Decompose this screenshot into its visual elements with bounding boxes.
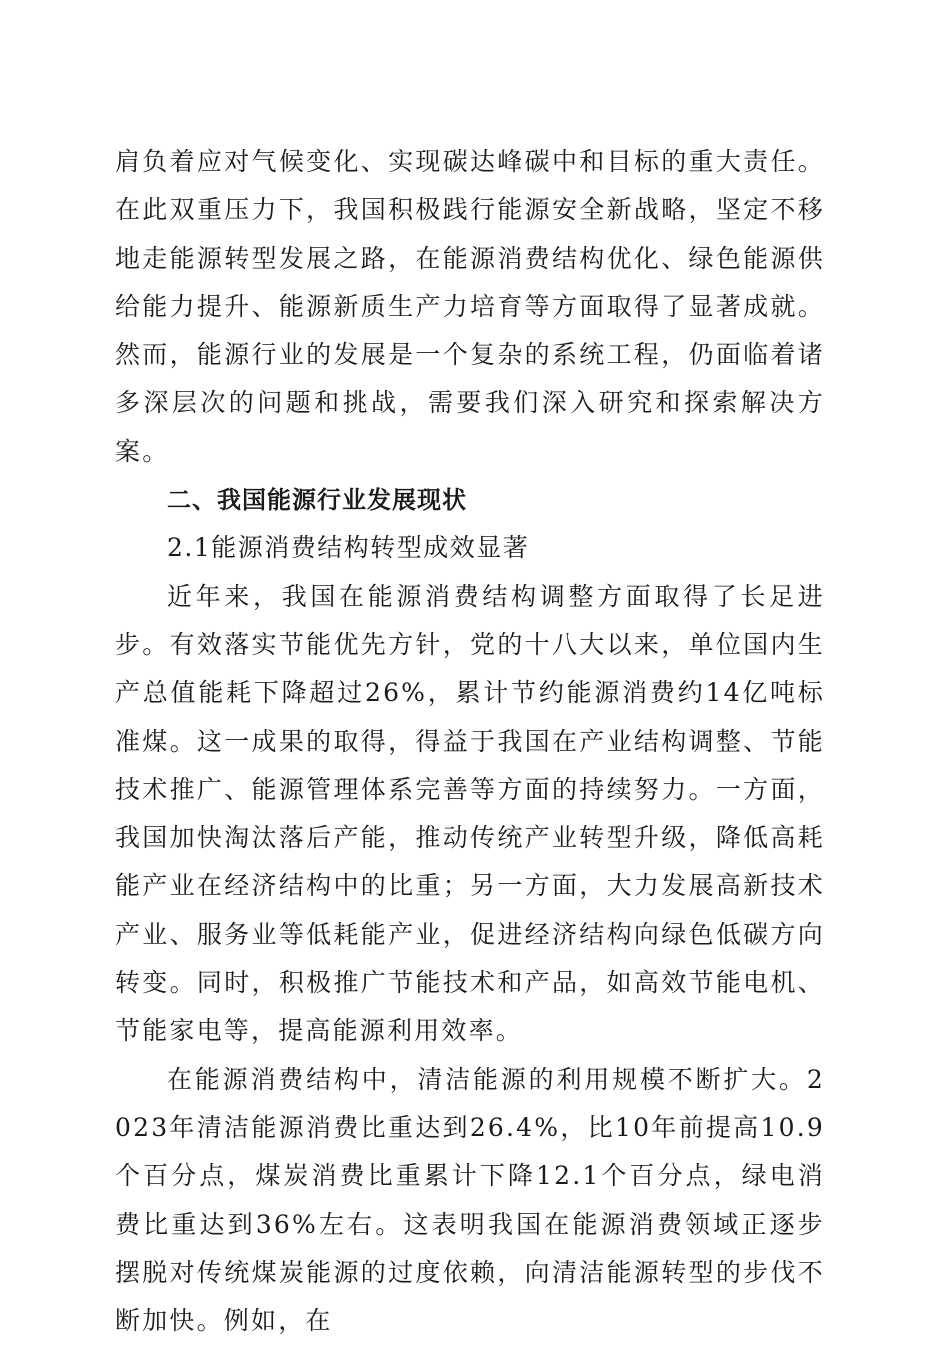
document-page xyxy=(115,138,825,1345)
section-heading: 二、我国能源行业发展现状 xyxy=(167,486,467,515)
intro-paragraph: 肩负着应对气候变化、实现碳达峰碳中和目标的重大责任。在此双重压力下，我国积极践行能源安全新战略，坚定不移地走能源转型发展之路，在能源消费结构优化、绿色能源供给能力提升、能源新质生产力培育等方面取得了显著成就。然而，能源行业的发展是一个复杂的系统工程，仍面临着诸多深层次的问题和挑战，需要我们深入研究和探索解决方案。 xyxy=(115,147,825,466)
subsection-heading: 2.1能源消费结构转型成效显著 xyxy=(167,533,530,563)
body-paragraph-1: 近年来，我国在能源消费结构调整方面取得了长足进步。有效落实节能优先方针，党的十八大以来，单位国内生产总值能耗下降超过26%，累计节约能源消费约14亿吨标准煤。这一成果的取得，得益于我国在产业结构调整、节能技术推广、能源管理体系完善等方面的持续努力。一方面，我国加快淘汰落后产能，推动传统产业转型升级，降低高耗能产业在经济结构中的比重；另一方面，大力发展高新技术产业、服务业等低耗能产业，促进经济结构向绿色低碳方向转变。同时，积极推广节能技术和产品，如高效节能电机、节能家电等，提高能源利用效率。 xyxy=(115,581,825,1046)
body-paragraph-2: 在能源消费结构中，清洁能源的利用规模不断扩大。2023年清洁能源消费比重达到26.4%，比10年前提高10.9个百分点，煤炭消费比重累计下降12.1个百分点，绿电消费比重达到36%左右。这表明我国在能源消费领域正逐步摆脱对传统煤炭能源的过度依赖，向清洁能源转型的步伐不断加快。例如，在 xyxy=(115,1064,825,1336)
